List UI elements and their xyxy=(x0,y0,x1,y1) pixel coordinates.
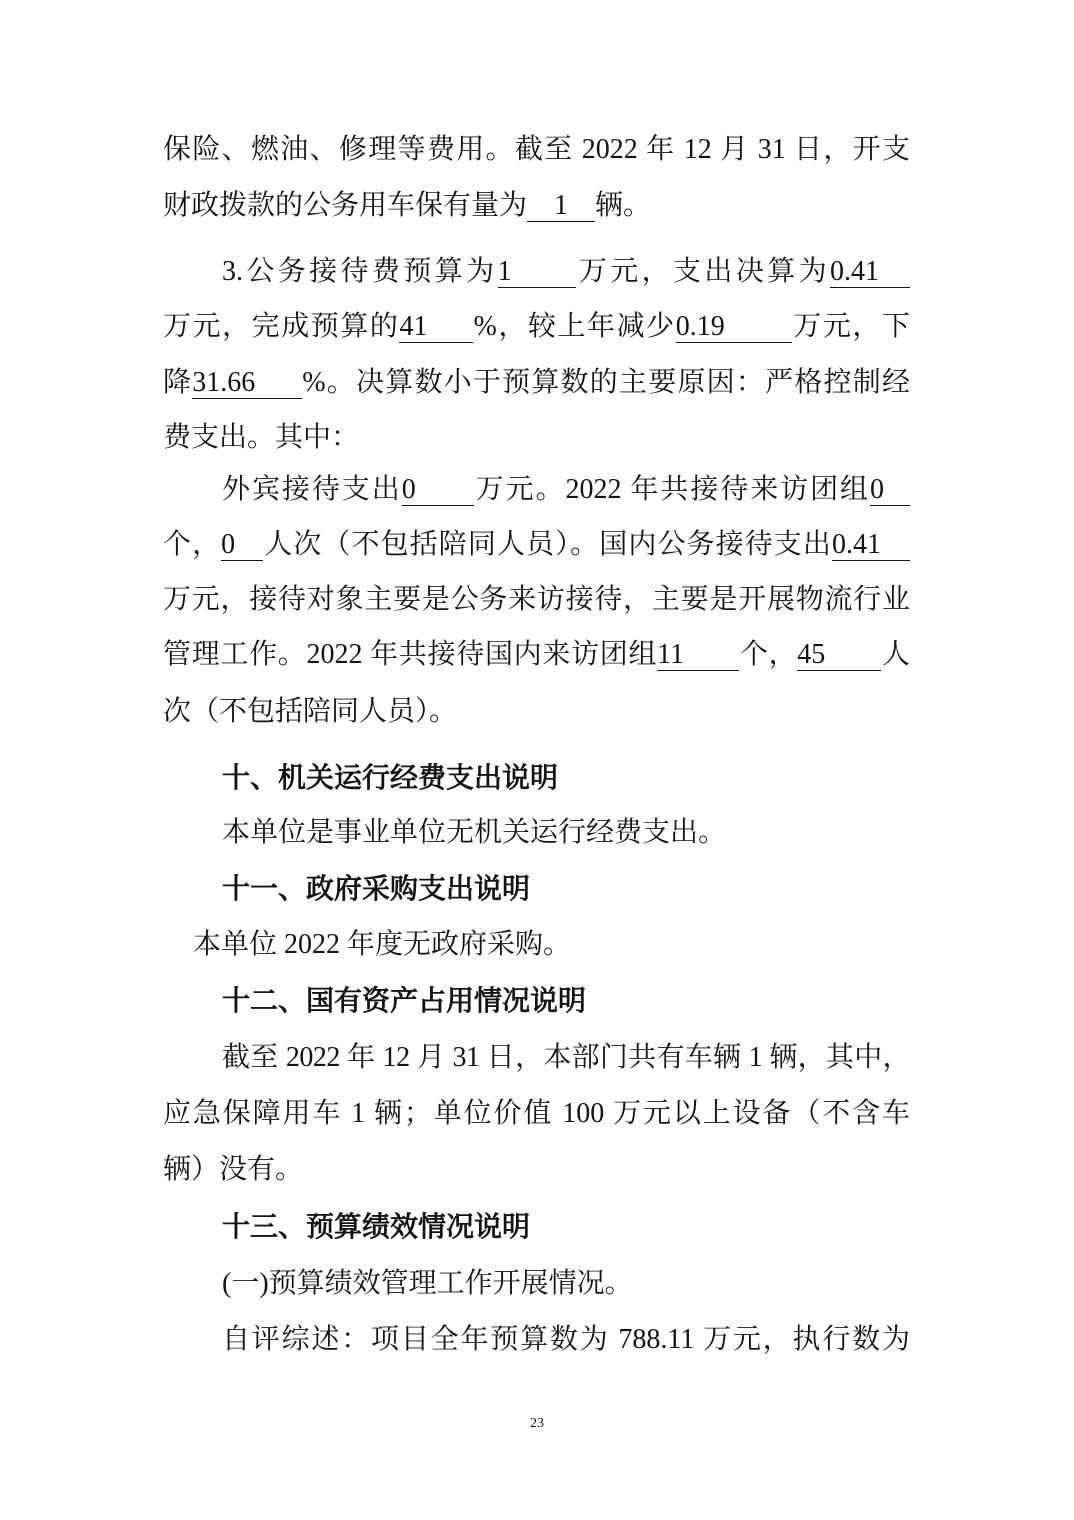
section-13-heading: 十三、预算绩效情况说明 xyxy=(222,1211,531,1242)
text: 费支出。其中： xyxy=(163,422,360,453)
section-10-heading: 十、机关运行经费支出说明 xyxy=(222,762,559,793)
text: 财政拨款的公务用车保有量为 xyxy=(163,190,528,221)
section-12-line-3: 辆）没有。 xyxy=(163,1154,304,1185)
text: 人 xyxy=(881,639,910,670)
text: 外宾接待支出 xyxy=(222,474,402,505)
text: 万元，支出决算为 xyxy=(575,256,830,287)
reception-detail-line-8 xyxy=(163,525,910,565)
reception-detail-line-10 xyxy=(163,635,910,675)
reception-actual-blank: 0.41 xyxy=(830,256,910,288)
reception-detail-line-7 xyxy=(222,470,910,510)
section-13-line-1 xyxy=(222,1320,910,1360)
text: 万元，完成预算的 xyxy=(163,311,400,342)
foreign-spend-blank: 0 xyxy=(402,474,474,506)
completion-pct-blank: 41 xyxy=(399,311,473,343)
section-10-body: 本单位是事业单位无机关运行经费支出。 xyxy=(222,817,727,848)
domestic-people-blank: 45 xyxy=(797,639,881,671)
text: 个， xyxy=(163,529,222,560)
reception-line-6 xyxy=(163,418,910,458)
section-11-body: 本单位 2022 年度无政府采购。 xyxy=(193,929,572,960)
decline-pct-blank: 31.66 xyxy=(192,367,302,399)
section-12-heading: 十二、国有资产占用情况说明 xyxy=(222,985,587,1016)
page-number: 23 xyxy=(530,1416,544,1431)
text: 万元。2022 年共接待来访团组 xyxy=(473,474,870,505)
reception-detail-line-9 xyxy=(163,580,910,620)
section-12-line-1 xyxy=(222,1038,910,1078)
text: 个， xyxy=(739,639,798,670)
foreign-people-blank: 0 xyxy=(221,529,263,561)
text: 截至 2022 年 12 月 31 日，本部门共有车辆 1 辆，其中， xyxy=(222,1042,910,1073)
reception-line-3 xyxy=(222,252,910,292)
text: %。决算数小于预算数的主要原因：严格控制经 xyxy=(302,367,910,398)
text: 3.公务接待费预算为 xyxy=(222,256,498,287)
text: 管理工作。2022 年共接待国内来访团组 xyxy=(163,639,658,670)
vehicle-text-line-2 xyxy=(163,186,910,226)
section-12-line-2 xyxy=(163,1094,910,1134)
text: 应急保障用车 1 辆；单位价值 100 万元以上设备（不含车 xyxy=(163,1098,910,1129)
vehicle-text-line-1 xyxy=(163,130,910,170)
text: 人次（不包括陪同人员）。国内公务接待支出 xyxy=(263,529,832,560)
reception-detail-line-11 xyxy=(163,692,910,732)
text: 次（不包括陪同人员）。 xyxy=(163,696,458,727)
section-13-subheading: (一)预算绩效管理工作开展情况。 xyxy=(222,1268,633,1299)
text: 万元，下 xyxy=(791,311,910,342)
text: 万元，接待对象主要是公务来访接待，主要是开展物流行业 xyxy=(163,584,910,615)
text: 保险、燃油、修理等费用。截至 2022 年 12 月 31 日，开支 xyxy=(163,134,910,165)
foreign-groups-blank: 0 xyxy=(870,474,910,506)
reception-line-4 xyxy=(163,307,910,347)
text: 自评综述：项目全年预算数为 788.11 万元，执行数为 xyxy=(222,1324,910,1355)
vehicle-count-blank: 1 xyxy=(527,190,595,222)
text: %，较上年减少 xyxy=(473,311,676,342)
domestic-spend-blank: 0.41 xyxy=(832,529,910,561)
section-11-heading: 十一、政府采购支出说明 xyxy=(222,873,531,904)
reception-line-5 xyxy=(163,363,910,403)
domestic-groups-blank: 11 xyxy=(657,639,739,671)
text: 降 xyxy=(163,367,193,398)
reception-budget-blank: 1 xyxy=(498,256,576,288)
text: 辆。 xyxy=(595,190,652,221)
decrease-blank: 0.19 xyxy=(676,311,792,343)
